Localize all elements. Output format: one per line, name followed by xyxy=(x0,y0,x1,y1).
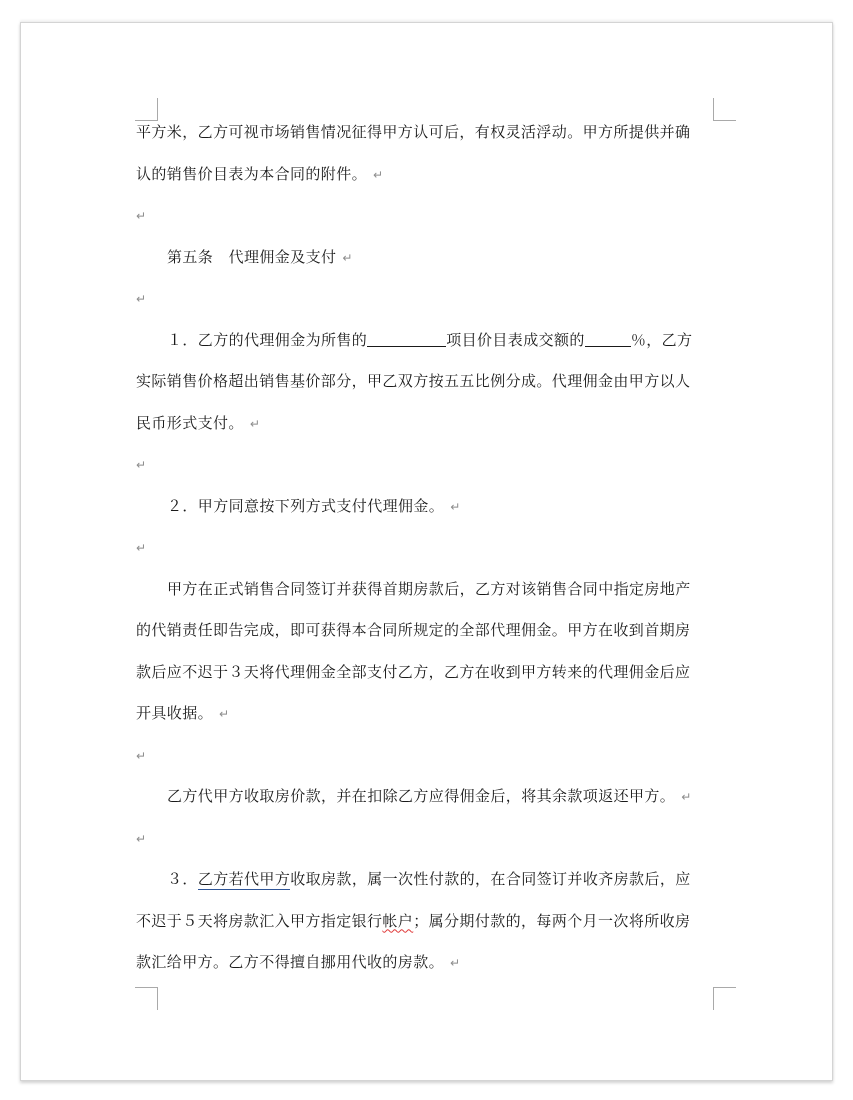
line-text: 收取房款，属一次性付款的，在合同签订并收齐房款后，应 xyxy=(290,870,691,888)
text-line xyxy=(136,569,714,611)
paragraph-mark-icon: ↵ xyxy=(136,541,147,555)
text-line xyxy=(136,776,714,818)
paragraph-mark-icon: ↵ xyxy=(136,209,147,223)
empty-paragraph xyxy=(136,444,714,486)
paragraph-mark-icon: ↵ xyxy=(342,250,353,265)
empty-paragraph xyxy=(136,527,714,569)
line-text: 甲方在正式销售合同签订并获得首期房款后，乙方对该销售合同中指定房地产 xyxy=(167,579,691,598)
text-line xyxy=(136,112,714,154)
margin-corner-bottom-left xyxy=(135,987,158,1010)
line-text: １．乙方的代理佣金为所售的 xyxy=(167,330,368,349)
text-line xyxy=(136,486,714,528)
line-text: ％，乙方 xyxy=(630,330,693,349)
text-line xyxy=(136,361,714,403)
line-text: 款汇给甲方。乙方不得擅自挪用代收的房款。 xyxy=(136,953,445,971)
paragraph-mark-icon: ↵ xyxy=(219,707,230,721)
line-text: ２．甲方同意按下列方式支付代理佣金。 xyxy=(167,496,445,515)
line-text: 实际销售价格超出销售基价部分，甲乙双方按五五比例分成。代理佣金由甲方以人 xyxy=(136,372,691,390)
line-text: 乙方代甲方收取房价款，并在扣除乙方应得佣金后，将其余款项返还甲方。 xyxy=(167,787,676,805)
heading-text: 第五条 代理佣金及支付 xyxy=(167,247,337,266)
underlined-text: 乙方若代甲方 xyxy=(197,870,291,888)
line-text: 平方米，乙方可视市场销售情况征得甲方认可后，有权灵活浮动。甲方所提供并确 xyxy=(136,123,691,141)
paragraph-mark-icon: ↵ xyxy=(373,167,384,182)
text-line xyxy=(136,610,714,652)
text-line xyxy=(136,942,714,984)
fill-in-blank[interactable] xyxy=(585,330,631,347)
paragraph-mark-icon: ↵ xyxy=(450,956,461,970)
margin-corner-top-right xyxy=(713,98,736,121)
line-text: 的代销责任即告完成，即可获得本合同所规定的全部代理佣金。甲方在收到首期房 xyxy=(136,621,691,639)
text-line xyxy=(136,154,714,196)
paragraph-mark-icon: ↵ xyxy=(249,416,261,431)
line-text: 开具收据。 xyxy=(136,704,214,722)
empty-paragraph xyxy=(136,818,714,860)
text-line xyxy=(136,693,714,735)
empty-paragraph xyxy=(136,195,714,237)
empty-paragraph xyxy=(136,278,714,320)
paragraph-mark-icon: ↵ xyxy=(681,790,692,804)
empty-paragraph xyxy=(136,735,714,777)
paragraph-mark-icon: ↵ xyxy=(450,499,461,514)
line-text: 不迟于５天将房款汇入甲方指定银行 xyxy=(136,911,383,930)
text-line xyxy=(136,859,714,901)
text-line xyxy=(136,652,714,694)
line-text: 认的销售价目表为本合同的附件。 xyxy=(136,164,368,183)
line-text: 民币形式支付。 xyxy=(136,413,244,432)
text-line xyxy=(136,901,714,943)
paragraph-mark-icon: ↵ xyxy=(136,292,147,306)
article-heading xyxy=(136,237,714,279)
list-number: ３． xyxy=(167,870,198,888)
text-line xyxy=(136,320,714,362)
paragraph-mark-icon: ↵ xyxy=(136,831,147,846)
spellcheck-flagged-text[interactable]: 帐户 xyxy=(382,911,414,930)
margin-corner-bottom-right xyxy=(713,987,736,1010)
line-text: 项目价目表成交额的 xyxy=(446,330,585,349)
paragraph-mark-icon: ↵ xyxy=(136,748,147,763)
line-text: ；属分期付款的，每两个月一次将所收房 xyxy=(413,911,691,930)
document-body[interactable] xyxy=(136,112,714,984)
line-text: 款后应不迟于３天将代理佣金全部支付乙方，乙方在收到甲方转来的代理佣金后应 xyxy=(136,662,691,681)
fill-in-blank[interactable] xyxy=(367,330,446,347)
text-line xyxy=(136,403,714,445)
paragraph-mark-icon: ↵ xyxy=(136,458,147,472)
